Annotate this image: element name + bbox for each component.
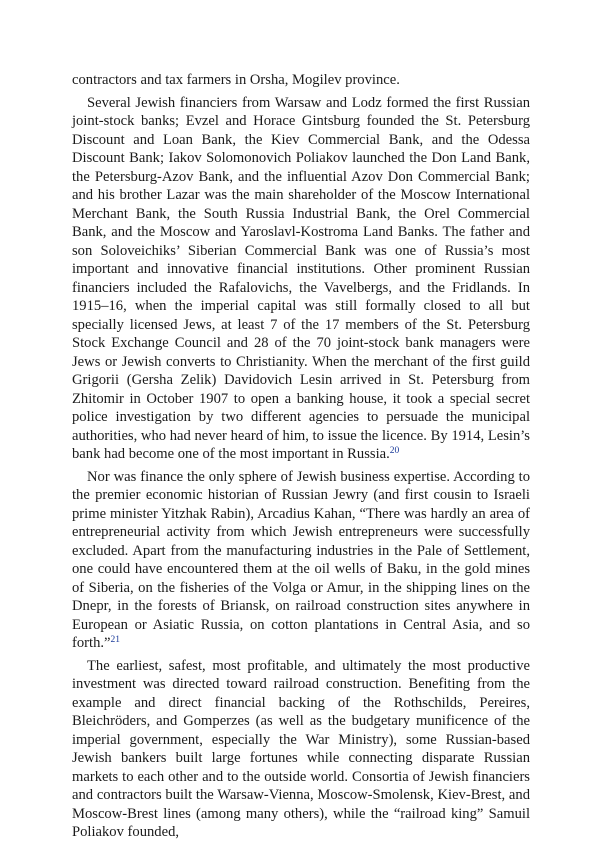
paragraph (72, 657, 530, 842)
paragraph (72, 94, 530, 464)
paragraph (72, 71, 530, 90)
paragraph-text: contractors and tax farmers in Orsha, Mogilev province. (72, 72, 400, 88)
paragraph-text: Several Jewish financiers from Warsaw and Lodz formed the first Russian joint-stock banks; Evzel and Horace Gintsburg founded the St. Petersburg Discount and Loan Bank, the Kiev Commercial Bank, and the Odessa Discount Bank; Iakov Solomonovich Poliakov launched the Don Land Bank, the Petersburg-Azov Bank, and the influential Azov Don Commercial Bank; and his brother Lazar was the main shareholder of the Moscow International Merchant Bank, the South Russia Industrial Bank, the Orel Commercial Bank, and the Moscow and Yaroslavl-Kostroma Land Banks. The father and son Soloveichiks’ Siberian Commercial Bank was one of Russia’s most important and innovative financial institutions. Other prominent Russian financiers included the Rafalovichs, the Vavelbergs, and the Fridlands. In 1915–16, when the imperial capital was still formally closed to all but specially licensed Jews, at least 7 of the 17 members of the St. Petersburg Stock Exchange Council and 28 of the 70 joint-stock bank managers were Jews or Jewish converts to Christianity. When the merchant of the first guild Grigorii (Gersha Zelik) Davidovich Lesin arrived in St. Petersburg from Zhitomir in October 1907 to open a banking house, it took a special secret police investigation by two different agencies to persuade the municipal authorities, who had never heard of him, to issue the licence. By 1914, Lesin’s bank had become one of the most important in Russia. (72, 94, 530, 462)
footnote-marker[interactable]: 20 (389, 446, 400, 456)
page-body (72, 71, 530, 842)
paragraph (72, 468, 530, 653)
paragraph-text: Nor was finance the only sphere of Jewish business expertise. According to the premier economic historian of Russian Jewry (and first cousin to Israeli prime minister Yitzhak Rabin), Arcadius Kahan, “There was hardly an area of entrepreneurial activity from which Jewish entrepreneurs were successfully excluded. Apart from the manufacturing industries in the Pale of Settlement, one could have encountered them at the oil wells of Baku, in the gold mines of Siberia, on the fisheries of the Volga or Amur, in the shipping lines on the Dnepr, in the forests of Briansk, on railroad construction sites anywhere in European or Asiatic Russia, on cotton plantations in Central Asia, and so forth.” (72, 468, 530, 651)
footnote-marker[interactable]: 21 (110, 635, 120, 645)
paragraph-text: The earliest, safest, most profitable, and ultimately the most productive investment was directed toward railroad construction. Benefiting from the example and direct financial backing of the Rothschilds, Pereires, Bleichröders, and Gomperzes (as well as the budgetary munificence of the imperial government, especially the War Ministry), some Russian-based Jewish bankers built large fortunes while connecting disparate Russian markets to each other and to the outside world. Consortia of Jewish financiers and contractors built the Warsaw-Vienna, Moscow-Smolensk, Kiev-Brest, and Moscow-Brest lines (among many others), while the “railroad king” Samuil Poliakov founded, (72, 657, 530, 840)
